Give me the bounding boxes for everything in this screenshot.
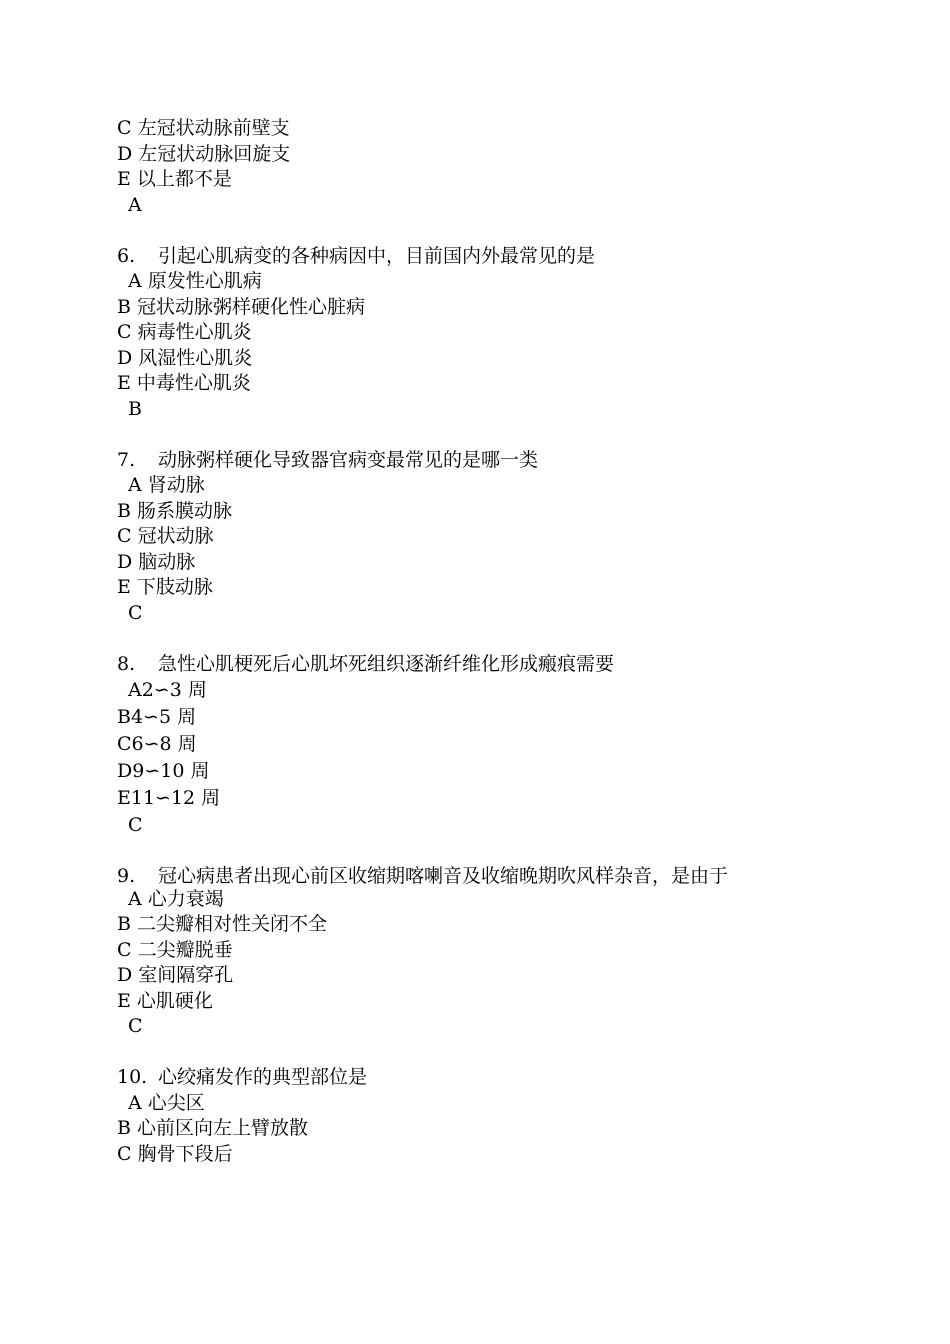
answer-line: C bbox=[128, 1015, 143, 1037]
option-line: B 冠状动脉粥样硬化性心脏病 bbox=[117, 295, 366, 318]
option-line: A 心力衰竭 bbox=[128, 887, 224, 910]
question-text: 急性心肌梗死后心肌坏死组织逐渐纤维化形成瘢痕需要 bbox=[158, 652, 615, 675]
question-line bbox=[117, 244, 817, 270]
option-line: D 左冠状动脉回旋支 bbox=[117, 142, 291, 165]
question-number: 9. bbox=[117, 864, 136, 887]
option-line: D9∽10 周 bbox=[117, 760, 210, 782]
option-line: E 心肌硬化 bbox=[117, 989, 213, 1012]
option-line: C 冠状动脉 bbox=[117, 525, 214, 547]
question-number: 10. bbox=[117, 1066, 148, 1088]
question-line bbox=[117, 652, 817, 678]
option-line: E 下肢动脉 bbox=[117, 576, 213, 598]
option-line: D 室间隔穿孔 bbox=[117, 964, 234, 986]
question-text: 动脉粥样硬化导致器官病变最常见的是哪一类 bbox=[158, 448, 539, 471]
option-line: C 病毒性心肌炎 bbox=[117, 321, 252, 343]
question-number: 7. bbox=[117, 448, 136, 471]
question-number: 8. bbox=[117, 652, 136, 675]
option-line: A 原发性心肌病 bbox=[128, 270, 262, 292]
question-line bbox=[117, 865, 757, 887]
answer-line: B bbox=[128, 397, 142, 420]
option-line: D 风湿性心肌炎 bbox=[117, 346, 253, 369]
question-number: 6. bbox=[117, 244, 136, 267]
answer-line: A bbox=[128, 193, 142, 216]
answer-line: C bbox=[128, 601, 143, 624]
option-line: B 二尖瓣相对性关闭不全 bbox=[117, 913, 328, 935]
question-text: 心绞痛发作的典型部位是 bbox=[158, 1066, 368, 1088]
option-line: A2∽3 周 bbox=[128, 679, 207, 701]
option-line: E 以上都不是 bbox=[117, 168, 232, 190]
option-line: B 心前区向左上臂放散 bbox=[117, 1117, 309, 1139]
question-line bbox=[117, 448, 817, 474]
option-line: E 中毒性心肌炎 bbox=[117, 372, 251, 394]
option-line: C 胸骨下段后 bbox=[117, 1142, 233, 1165]
question-text: 引起心肌病变的各种病因中，目前国内外最常见的是 bbox=[158, 244, 596, 267]
document-page bbox=[117, 116, 817, 1167]
option-line: C6∽8 周 bbox=[117, 733, 197, 755]
option-line: D 脑动脉 bbox=[117, 550, 196, 573]
question-text: 冠心病患者出现心前区收缩期喀喇音及收缩晚期吹风样杂音，是由于 bbox=[158, 864, 729, 887]
option-line: A 心尖区 bbox=[128, 1091, 205, 1114]
option-line: E11∽12 周 bbox=[117, 787, 221, 809]
option-line: C 二尖瓣脱垂 bbox=[117, 938, 233, 961]
option-line: B 肠系膜动脉 bbox=[117, 499, 233, 522]
option-line: A 肾动脉 bbox=[128, 474, 205, 496]
question-line bbox=[117, 1065, 817, 1091]
answer-line: C bbox=[128, 814, 143, 836]
option-line: B4∽5 周 bbox=[117, 706, 197, 728]
option-line: C 左冠状动脉前壁支 bbox=[117, 117, 290, 139]
